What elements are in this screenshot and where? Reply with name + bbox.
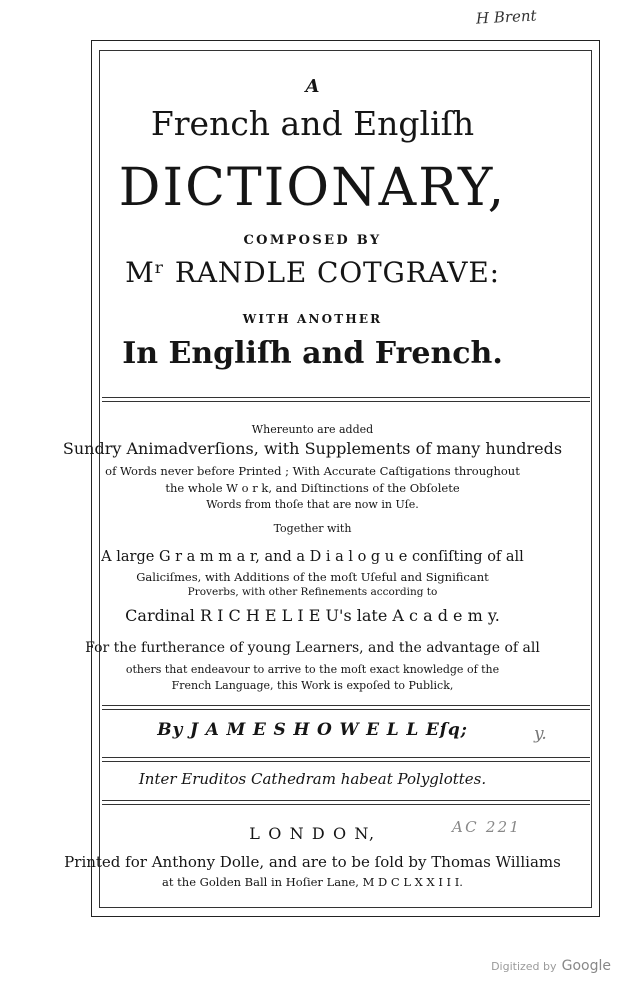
rule-4b [102,804,590,805]
large-grammar-line: A large G r a m m a r, and a D i a l o g u e conſiſting of all [101,549,524,565]
gallicismes-line: Galiciſmes, with Additions of the moſt Uſeful and Significant [136,570,489,584]
imprint-printed-for: Printed for Anthony Dolle, and are to be ſold by Thomas Williams [64,853,561,871]
watermark-prefix: Digitized by [491,960,557,973]
author-howell: By J A M E S H O W E L L Eſq; [157,720,468,740]
rule-1 [102,397,590,398]
watermark-brand: Google [561,958,611,974]
words-from-line: Words from thoſe that are now in Uſe. [206,498,419,511]
title-composed-by: COMPOSED BY [243,233,382,248]
proverbs-line: Proverbs, with other Refinements according to [187,586,438,598]
imprint-address: at the Golden Ball in Hoſier Lane, M D C L X X I I I. [162,875,463,889]
rule-4 [102,800,590,801]
handwritten-mark: y. [534,724,547,744]
title-french-and-english: French and Engliſh [150,104,475,143]
title-author-cotgrave: Mʳ RANDLE COTGRAVE: [125,256,500,289]
title-with-another: WITH ANOTHER [242,312,383,326]
whole-work-line: the whole W o r k, and Diſtinctions of the Obſolete [165,481,460,495]
whereunto-line: Whereunto are added [251,423,374,436]
furtherance-line: For the furtherance of young Learners, and the advantage of all [85,640,540,656]
rule-2b [102,709,590,710]
rule-2 [102,705,590,706]
handwritten-shelfmark: AC 221 [452,818,522,836]
french-language-line: French Language, this Work is expoſed to Publick, [171,679,454,692]
cardinal-line: Cardinal R I C H E L I E U's late A c a d e m y. [125,606,500,625]
others-line: others that endeavour to arrive to the moſt exact knowledge of the [125,663,500,676]
title-in-english-and-french: In Engliſh and French. [122,336,503,371]
imprint-london: L O N D O N, [249,824,376,843]
motto-line: Inter Eruditos Cathedram habeat Polyglottes. [138,770,487,788]
rule-3 [102,757,590,758]
together-with-line: Together with [273,522,352,535]
sundry-line: Sundry Animadverſions, with Supplements of many hundreds [62,439,563,458]
words-never-line: of Words never before Printed ; With Accurate Caſtigations throughout [105,464,520,478]
rule-1b [102,401,590,402]
title-dictionary: DICTIONARY, [118,158,507,218]
handwritten-signature: H Brent [475,6,538,28]
rule-3b [102,761,590,762]
title-article: A [305,76,320,97]
digitized-watermark [491,955,611,974]
